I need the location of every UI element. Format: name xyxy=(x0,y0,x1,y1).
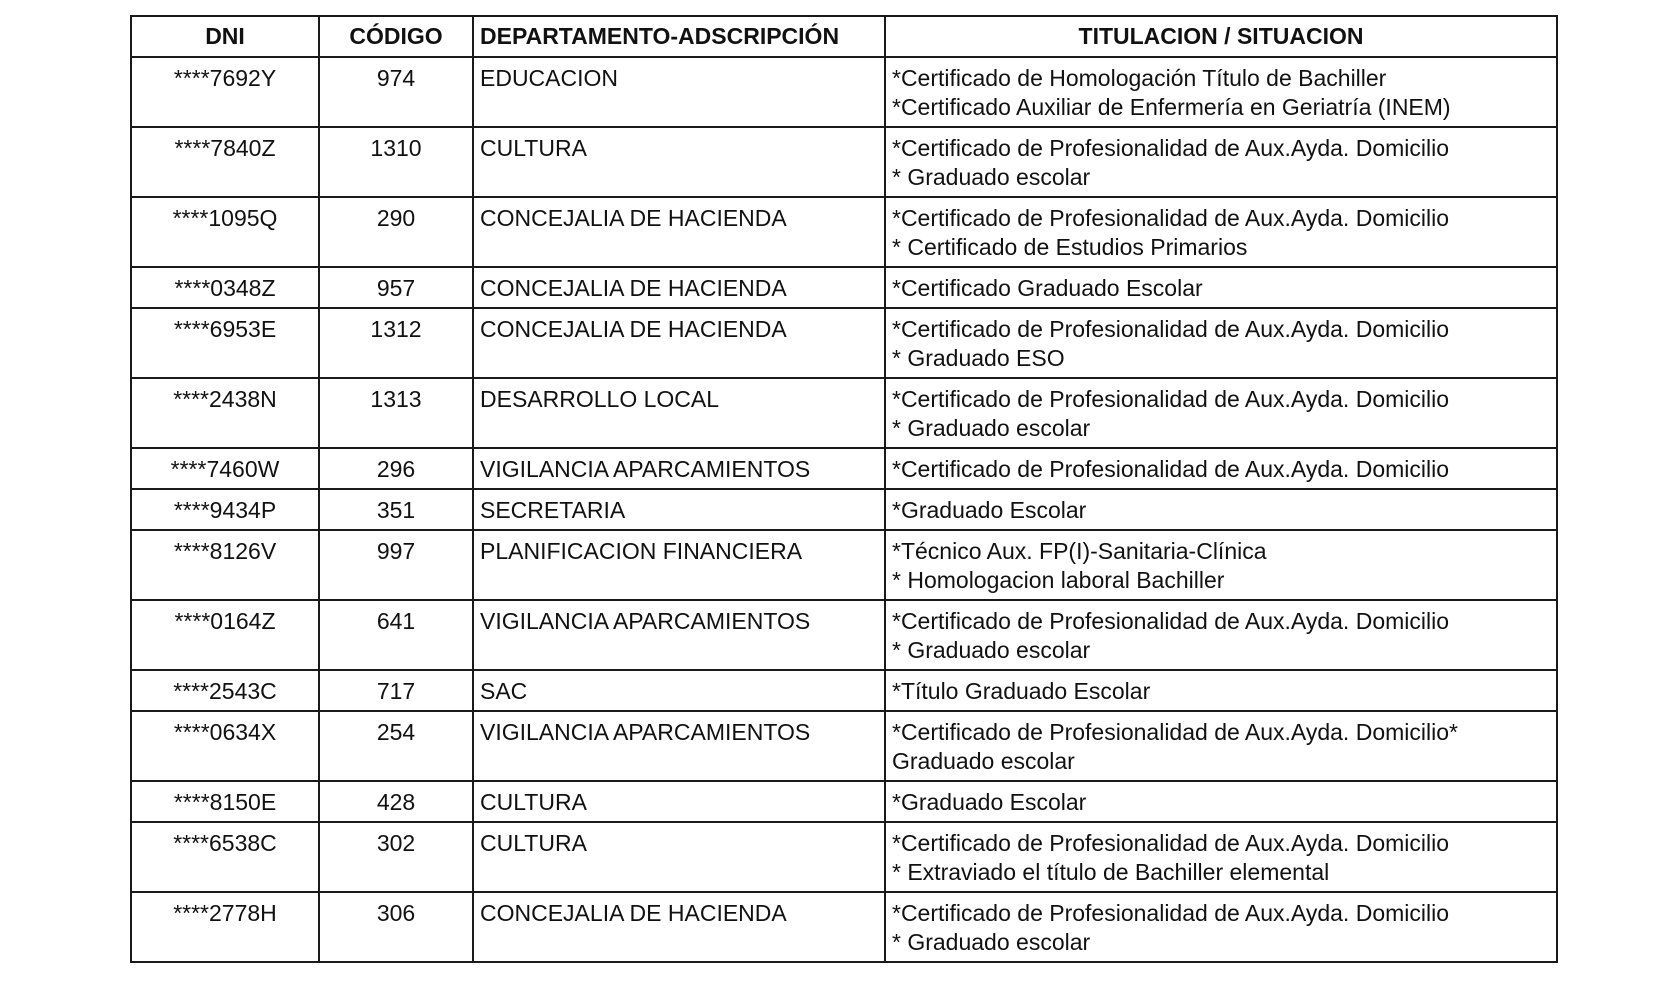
cell-titulacion xyxy=(885,781,1557,822)
cell-titulacion xyxy=(885,308,1557,378)
header-dni: DNI xyxy=(131,16,319,57)
table-row xyxy=(131,781,1557,822)
titulacion-line: *Certificado de Profesionalidad de Aux.Ayda. Domicilio* xyxy=(892,719,1458,745)
cell-titulacion xyxy=(885,822,1557,892)
personnel-table xyxy=(130,15,1558,963)
table-row xyxy=(131,267,1557,308)
cell-titulacion xyxy=(885,267,1557,308)
table-row xyxy=(131,378,1557,448)
cell-departamento: VIGILANCIA APARCAMIENTOS xyxy=(473,448,885,489)
cell-dni: ****2778H xyxy=(131,892,319,962)
cell-codigo: 351 xyxy=(319,489,473,530)
table-row xyxy=(131,489,1557,530)
titulacion-line: *Certificado de Profesionalidad de Aux.Ayda. Domicilio xyxy=(892,135,1449,161)
header-titulacion: TITULACION / SITUACION xyxy=(885,16,1557,57)
titulacion-line: *Certificado de Profesionalidad de Aux.Ayda. Domicilio xyxy=(892,830,1449,856)
cell-departamento: CONCEJALIA DE HACIENDA xyxy=(473,892,885,962)
cell-titulacion xyxy=(885,197,1557,267)
cell-departamento: SECRETARIA xyxy=(473,489,885,530)
table-row xyxy=(131,308,1557,378)
titulacion-line: * Homologacion laboral Bachiller xyxy=(892,567,1225,593)
cell-departamento: CONCEJALIA DE HACIENDA xyxy=(473,267,885,308)
titulacion-line: *Certificado de Profesionalidad de Aux.Ayda. Domicilio xyxy=(892,316,1449,342)
cell-codigo: 296 xyxy=(319,448,473,489)
titulacion-line: *Certificado de Profesionalidad de Aux.Ayda. Domicilio xyxy=(892,900,1449,926)
cell-titulacion xyxy=(885,448,1557,489)
titulacion-line: *Certificado Auxiliar de Enfermería en Geriatría (INEM) xyxy=(892,94,1451,120)
cell-codigo: 997 xyxy=(319,530,473,600)
table-row xyxy=(131,530,1557,600)
cell-codigo: 1313 xyxy=(319,378,473,448)
cell-departamento: CONCEJALIA DE HACIENDA xyxy=(473,308,885,378)
cell-codigo: 974 xyxy=(319,57,473,127)
cell-departamento: SAC xyxy=(473,670,885,711)
titulacion-line: * Certificado de Estudios Primarios xyxy=(892,234,1248,260)
cell-titulacion xyxy=(885,892,1557,962)
titulacion-line: * Graduado ESO xyxy=(892,345,1065,371)
cell-codigo: 302 xyxy=(319,822,473,892)
table-row xyxy=(131,197,1557,267)
titulacion-line: *Graduado Escolar xyxy=(892,497,1087,523)
cell-dni: ****1095Q xyxy=(131,197,319,267)
cell-dni: ****6538C xyxy=(131,822,319,892)
titulacion-line: *Certificado de Profesionalidad de Aux.Ayda. Domicilio xyxy=(892,205,1449,231)
cell-titulacion xyxy=(885,530,1557,600)
cell-titulacion xyxy=(885,600,1557,670)
cell-dni: ****2543C xyxy=(131,670,319,711)
cell-titulacion xyxy=(885,670,1557,711)
cell-dni: ****0348Z xyxy=(131,267,319,308)
titulacion-line: * Graduado escolar xyxy=(892,164,1091,190)
cell-dni: ****8150E xyxy=(131,781,319,822)
titulacion-line: *Certificado Graduado Escolar xyxy=(892,275,1203,301)
cell-departamento: PLANIFICACION FINANCIERA xyxy=(473,530,885,600)
cell-codigo: 254 xyxy=(319,711,473,781)
cell-dni: ****6953E xyxy=(131,308,319,378)
cell-titulacion xyxy=(885,489,1557,530)
cell-codigo: 290 xyxy=(319,197,473,267)
titulacion-line: *Certificado de Profesionalidad de Aux.Ayda. Domicilio xyxy=(892,456,1449,482)
cell-titulacion xyxy=(885,378,1557,448)
titulacion-line: *Técnico Aux. FP(I)-Sanitaria-Clínica xyxy=(892,538,1267,564)
titulacion-line: * Graduado escolar xyxy=(892,929,1091,955)
cell-dni: ****7460W xyxy=(131,448,319,489)
titulacion-line: * Graduado escolar xyxy=(892,637,1091,663)
titulacion-line: * Extraviado el título de Bachiller elemental xyxy=(892,859,1330,885)
cell-dni: ****0164Z xyxy=(131,600,319,670)
table-row xyxy=(131,892,1557,962)
cell-codigo: 1310 xyxy=(319,127,473,197)
table-body xyxy=(131,57,1557,962)
header-row xyxy=(131,16,1557,57)
cell-dni: ****7840Z xyxy=(131,127,319,197)
cell-codigo: 717 xyxy=(319,670,473,711)
table-row xyxy=(131,670,1557,711)
titulacion-line: *Certificado de Profesionalidad de Aux.Ayda. Domicilio xyxy=(892,386,1449,412)
titulacion-line: *Certificado de Homologación Título de Bachiller xyxy=(892,65,1387,91)
cell-codigo: 641 xyxy=(319,600,473,670)
cell-dni: ****7692Y xyxy=(131,57,319,127)
table-row xyxy=(131,448,1557,489)
table-row xyxy=(131,711,1557,781)
cell-titulacion xyxy=(885,127,1557,197)
titulacion-line: *Graduado Escolar xyxy=(892,789,1087,815)
cell-departamento: CULTURA xyxy=(473,781,885,822)
cell-dni: ****8126V xyxy=(131,530,319,600)
cell-departamento: VIGILANCIA APARCAMIENTOS xyxy=(473,600,885,670)
cell-departamento: EDUCACION xyxy=(473,57,885,127)
table-row xyxy=(131,127,1557,197)
cell-departamento: CONCEJALIA DE HACIENDA xyxy=(473,197,885,267)
cell-codigo: 428 xyxy=(319,781,473,822)
titulacion-line: * Graduado escolar xyxy=(892,415,1091,441)
cell-codigo: 306 xyxy=(319,892,473,962)
header-departamento: DEPARTAMENTO-ADSCRIPCIÓN xyxy=(473,16,885,57)
cell-dni: ****2438N xyxy=(131,378,319,448)
cell-departamento: VIGILANCIA APARCAMIENTOS xyxy=(473,711,885,781)
table-row xyxy=(131,57,1557,127)
cell-titulacion xyxy=(885,711,1557,781)
cell-dni: ****9434P xyxy=(131,489,319,530)
cell-departamento: DESARROLLO LOCAL xyxy=(473,378,885,448)
cell-codigo: 957 xyxy=(319,267,473,308)
titulacion-line: *Certificado de Profesionalidad de Aux.Ayda. Domicilio xyxy=(892,608,1449,634)
titulacion-line: *Título Graduado Escolar xyxy=(892,678,1151,704)
cell-titulacion xyxy=(885,57,1557,127)
table-row xyxy=(131,822,1557,892)
cell-departamento: CULTURA xyxy=(473,127,885,197)
cell-dni: ****0634X xyxy=(131,711,319,781)
header-codigo: CÓDIGO xyxy=(319,16,473,57)
cell-codigo: 1312 xyxy=(319,308,473,378)
table-row xyxy=(131,600,1557,670)
titulacion-line: Graduado escolar xyxy=(892,748,1075,774)
cell-departamento: CULTURA xyxy=(473,822,885,892)
